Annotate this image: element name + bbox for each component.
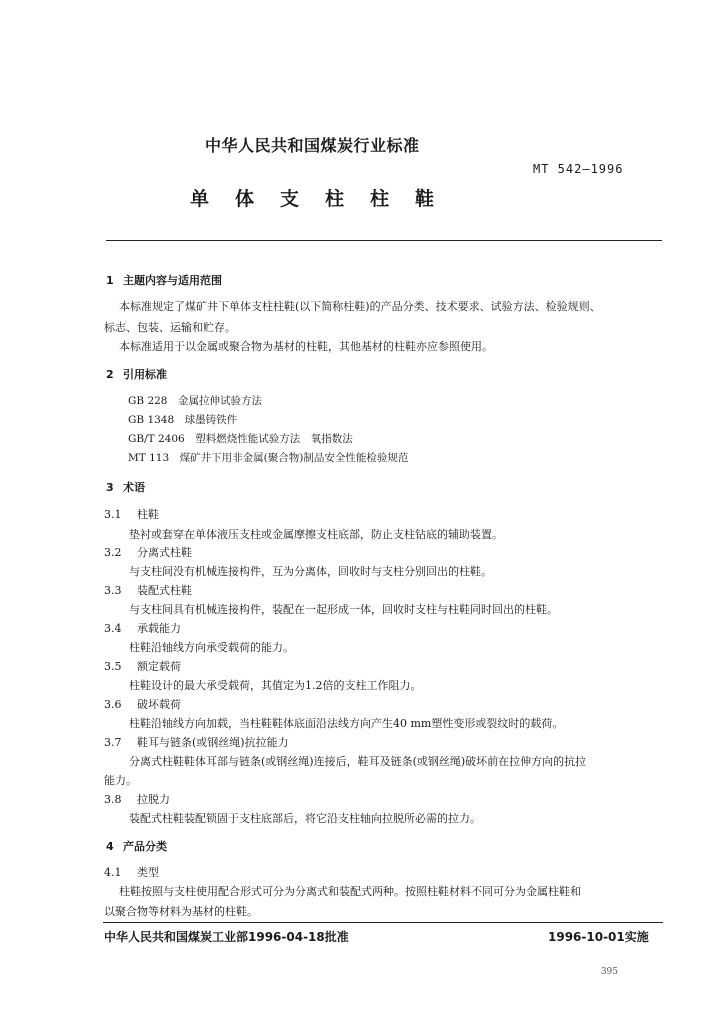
org-title: 中华人民共和国煤炭行业标准	[205, 136, 420, 155]
subsection-heading	[104, 864, 159, 880]
section-number: 4	[106, 840, 114, 853]
standard-code: MT 542—1996	[533, 162, 624, 176]
term-name: 装配式柱鞋	[137, 584, 192, 597]
section-number: 2	[106, 368, 114, 381]
term-name: 分离式柱鞋	[137, 546, 192, 559]
term-heading	[104, 696, 181, 712]
term-heading	[104, 582, 192, 598]
s1-para1-line2: 标志、包装、运输和贮存。	[104, 321, 236, 334]
header-divider	[106, 240, 662, 241]
s4-para-line2: 以聚合物等材料为基材的柱鞋。	[104, 905, 258, 918]
term-definition: 柱鞋沿轴线方向加载，当柱鞋鞋体底面沿法线方向产生40 mm塑性变形或裂纹时的载荷。	[129, 717, 564, 730]
section-3-heading	[106, 479, 145, 495]
subsection-title: 类型	[137, 866, 159, 879]
subsection-number: 4.1	[104, 866, 122, 879]
term-name: 柱鞋	[137, 508, 159, 521]
section-4-heading	[106, 838, 167, 854]
term-number: 3.8	[104, 793, 122, 806]
term-number: 3.2	[104, 546, 122, 559]
s1-para1-line1: 本标准规定了煤矿井下单体支柱柱鞋(以下简称柱鞋)的产品分类、技术要求、试验方法、检验规则、	[119, 300, 601, 313]
term-heading	[104, 506, 159, 522]
term-heading	[104, 658, 181, 674]
page-number: 395	[600, 967, 618, 977]
effective-date: 1996-10-01实施	[548, 930, 649, 944]
section-number: 3	[106, 481, 114, 494]
term-name: 承载能力	[137, 622, 181, 635]
term-definition: 柱鞋沿轴线方向承受载荷的能力。	[129, 641, 294, 654]
term-definition: 与支柱间具有机械连接构件，装配在一起形成一体，回收时支柱与柱鞋同时回出的柱鞋。	[129, 603, 558, 616]
footer-divider	[103, 922, 663, 923]
term-definition: 垫衬或套穿在单体液压支柱或金属摩擦支柱底部，防止支柱钻底的辅助装置。	[129, 528, 503, 541]
section-title: 引用标准	[123, 368, 167, 381]
term-number: 3.7	[104, 736, 122, 749]
reference-item: GB/T 2406 塑料燃烧性能试验方法 氧指数法	[128, 433, 353, 445]
s4-para-line1: 柱鞋按照与支柱使用配合形式可分为分离式和装配式两种。按照柱鞋材料不同可分为金属柱鞋和	[119, 885, 581, 898]
section-2-heading	[106, 366, 167, 382]
term-heading	[104, 620, 181, 636]
reference-item: GB 228 金属拉伸试验方法	[128, 395, 262, 407]
term-definition: 分离式柱鞋鞋体耳部与链条(或钢丝绳)连接后，鞋耳及链条(或钢丝绳)破坏前在拉伸方向的抗拉	[129, 755, 587, 768]
approval-text: 中华人民共和国煤炭工业部1996-04-18批准	[104, 930, 349, 944]
term-number: 3.5	[104, 660, 122, 673]
term-name: 破坏载荷	[137, 698, 181, 711]
term-heading	[104, 544, 192, 560]
term-number: 3.1	[104, 508, 122, 521]
term-number: 3.6	[104, 698, 122, 711]
term-heading	[104, 734, 289, 750]
reference-item: GB 1348 球墨铸铁件	[128, 414, 238, 426]
term-definition: 柱鞋设计的最大承受载荷，其值定为1.2倍的支柱工作阻力。	[129, 679, 422, 692]
s1-para2: 本标准适用于以金属或聚合物为基材的柱鞋，其他基材的柱鞋亦应参照使用。	[119, 340, 493, 353]
term-number: 3.4	[104, 622, 122, 635]
section-number: 1	[106, 274, 114, 287]
term-definition: 与支柱间没有机械连接构件，互为分离体，回收时与支柱分别回出的柱鞋。	[129, 565, 492, 578]
section-title: 术语	[123, 481, 145, 494]
term-name: 鞋耳与链条(或钢丝绳)抗拉能力	[137, 736, 289, 749]
term-definition-cont: 能力。	[104, 774, 137, 787]
section-title: 产品分类	[123, 840, 167, 853]
reference-item: MT 113 煤矿井下用非金属(聚合物)制品安全性能检验规范	[128, 452, 409, 464]
section-1-heading	[106, 272, 222, 288]
section-title: 主题内容与适用范围	[123, 274, 222, 287]
document-title: 单体支柱柱鞋	[190, 188, 461, 210]
term-heading	[104, 791, 170, 807]
term-number: 3.3	[104, 584, 122, 597]
term-definition: 装配式柱鞋装配锁固于支柱底部后，将它沿支柱轴向拉脱所必需的拉力。	[129, 812, 481, 825]
term-name: 拉脱力	[137, 793, 170, 806]
term-name: 额定载荷	[137, 660, 181, 673]
